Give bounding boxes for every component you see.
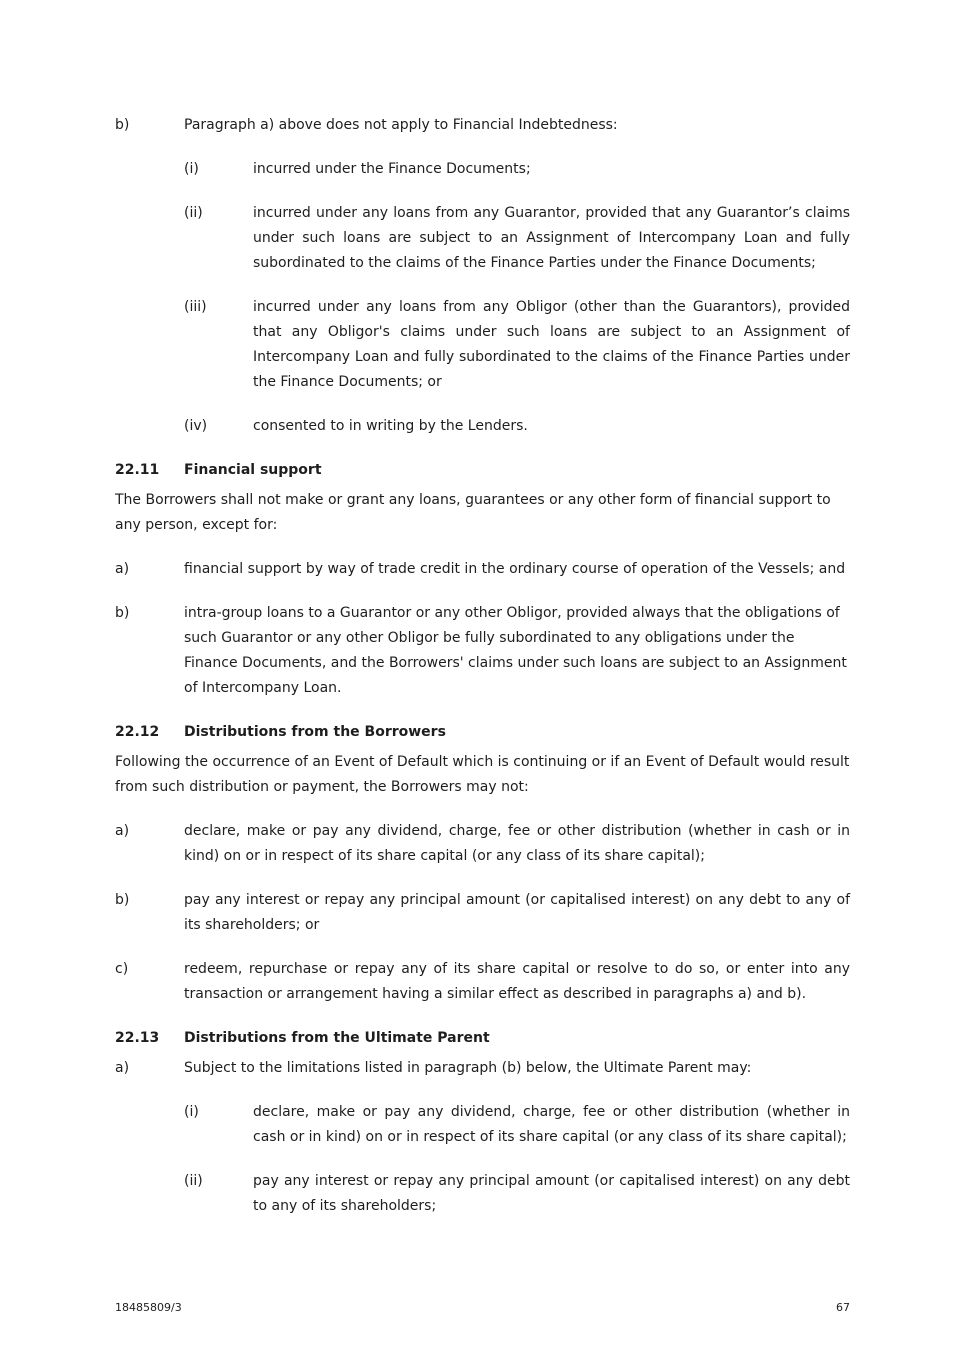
section-title: Financial support (184, 462, 322, 478)
list-item-text: intra-group loans to a Guarantor or any other Obligor, provided always that the obligations of such Guarantor or any other Obligor be fully subordinated to any obligations under the Finance Documents, and the Borrowers' claims under such loans are subject to an Assignment of Intercompany Loan. (184, 605, 847, 696)
list-item-text: consented to in writing by the Lenders. (253, 418, 528, 434)
list-marker: a) (115, 1060, 130, 1076)
list-item-text: financial support by way of trade credit in the ordinary course of operation of the Vessels; and (184, 561, 846, 577)
list-item-text: Paragraph a) above does not apply to Financial Indebtedness: (184, 117, 618, 133)
list-item-text: redeem, repurchase or repay any of its share capital or resolve to do so, or enter into any transaction or arrangement having a similar effect as described in paragraphs a) and b). (184, 961, 850, 1002)
list-item-text: pay any interest or repay any principal amount (or capitalised interest) on any debt to any of its shareholders; (253, 1173, 850, 1214)
document-reference: 18485809/3 (115, 1301, 182, 1314)
section-title: Distributions from the Ultimate Parent (184, 1030, 490, 1046)
list-marker: a) (115, 561, 130, 577)
list-item-text: incurred under any loans from any Guarantor, provided that any Guarantor’s claims under such loans are subject to an Assignment of Intercompany Loan and fully subordinated to the claims of the Finance Parties under the Finance Documents; (253, 205, 850, 271)
list-item-text: declare, make or pay any dividend, charge, fee or other distribution (whether in cash or in kind) on or in respect of its share capital (or any class of its share capital); (253, 1104, 850, 1145)
list-item-text: declare, make or pay any dividend, charge, fee or other distribution (whether in cash or in kind) on or in respect of its share capital (or any class of its share capital); (184, 823, 850, 864)
list-marker: a) (115, 823, 130, 839)
list-item-text: pay any interest or repay any principal amount (or capitalised interest) on any debt to any of its shareholders; or (184, 892, 850, 933)
list-marker: (iii) (184, 299, 207, 315)
list-marker: (iv) (184, 418, 208, 434)
page-number: 67 (836, 1301, 850, 1314)
list-marker: (ii) (184, 1173, 203, 1189)
section-intro: Following the occurrence of an Event of Default which is continuing or if an Event of Default would result from such distribution or payment, the Borrowers may not: (115, 754, 850, 795)
list-marker: (i) (184, 1104, 199, 1120)
section-number: 22.11 (115, 462, 160, 478)
list-item-text: Subject to the limitations listed in paragraph (b) below, the Ultimate Parent may: (184, 1060, 752, 1076)
list-marker: b) (115, 117, 130, 133)
list-item-text: incurred under the Finance Documents; (253, 161, 531, 177)
list-item-text: incurred under any loans from any Obligor (other than the Guarantors), provided that any Obligor's claims under such loans are subject to an Assignment of Intercompany Loan and fully subordinated to the claims of the Finance Parties under the Finance Documents; or (253, 299, 850, 390)
section-number: 22.12 (115, 724, 160, 740)
section-intro: The Borrowers shall not make or grant any loans, guarantees or any other form of financial support to any person, except for: (115, 492, 831, 533)
list-marker: (i) (184, 161, 199, 177)
list-marker: b) (115, 605, 130, 621)
list-marker: (ii) (184, 205, 203, 221)
section-number: 22.13 (115, 1030, 160, 1046)
section-title: Distributions from the Borrowers (184, 724, 446, 740)
list-marker: b) (115, 892, 130, 908)
list-marker: c) (115, 961, 129, 977)
